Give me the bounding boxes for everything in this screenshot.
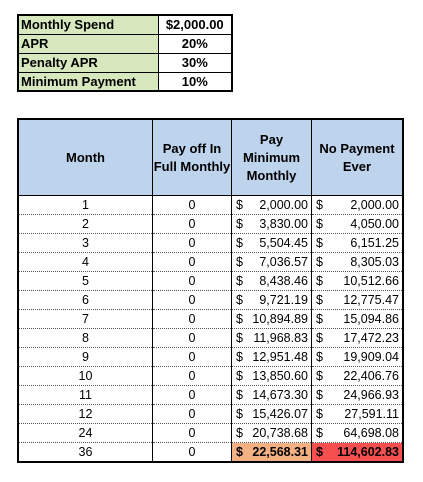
param-value: 30% xyxy=(158,53,232,72)
amount-value: 15,426.07 xyxy=(252,407,308,421)
parameters-table xyxy=(17,14,233,92)
currency-symbol: $ xyxy=(236,255,243,269)
param-row-monthly-spend xyxy=(18,15,232,34)
table-row xyxy=(18,348,403,367)
currency-symbol: $ xyxy=(236,407,243,421)
cell-pay-minimum xyxy=(232,367,312,386)
currency-symbol: $ xyxy=(316,407,323,421)
currency-symbol: $ xyxy=(316,255,323,269)
cell-pay-in-full: 0 xyxy=(153,291,232,310)
cell-month: 12 xyxy=(18,405,153,424)
header-month: Month xyxy=(18,119,153,196)
cell-pay-in-full: 0 xyxy=(153,443,232,463)
amount-value: 3,830.00 xyxy=(259,217,308,231)
cell-no-payment xyxy=(312,348,404,367)
amount-value: 24,966.93 xyxy=(343,388,399,402)
amount-value: 9,721.19 xyxy=(259,293,308,307)
cell-no-payment xyxy=(312,291,404,310)
table-row xyxy=(18,405,403,424)
currency-symbol: $ xyxy=(236,350,243,364)
currency-symbol: $ xyxy=(236,426,243,440)
table-row xyxy=(18,291,403,310)
cell-month: 10 xyxy=(18,367,153,386)
table-row xyxy=(18,215,403,234)
table-row xyxy=(18,310,403,329)
cell-no-payment xyxy=(312,424,404,443)
amount-value: 10,894.89 xyxy=(252,312,308,326)
cell-pay-in-full: 0 xyxy=(153,424,232,443)
currency-symbol: $ xyxy=(236,312,243,326)
amount-value: 27,591.11 xyxy=(344,407,399,421)
currency-symbol: $ xyxy=(316,274,323,288)
currency-symbol: $ xyxy=(316,369,323,383)
table-row xyxy=(18,234,403,253)
amount-value: 6,151.25 xyxy=(350,236,399,250)
cell-no-payment xyxy=(312,234,404,253)
cell-pay-minimum xyxy=(232,405,312,424)
cell-no-payment xyxy=(312,405,404,424)
param-label: Penalty APR xyxy=(18,53,158,72)
table-body xyxy=(18,196,403,463)
cell-pay-in-full: 0 xyxy=(153,329,232,348)
payment-comparison-table xyxy=(17,118,404,463)
param-label: Minimum Payment xyxy=(18,72,158,91)
cell-pay-in-full: 0 xyxy=(153,253,232,272)
cell-month: 6 xyxy=(18,291,153,310)
param-value: $2,000.00 xyxy=(158,15,232,34)
param-row-penalty-apr xyxy=(18,53,232,72)
cell-pay-minimum xyxy=(232,329,312,348)
currency-symbol: $ xyxy=(316,236,323,250)
currency-symbol: $ xyxy=(236,198,243,212)
cell-no-payment xyxy=(312,386,404,405)
cell-month: 11 xyxy=(18,386,153,405)
currency-symbol: $ xyxy=(236,293,243,307)
cell-pay-in-full: 0 xyxy=(153,310,232,329)
amount-value: 7,036.57 xyxy=(259,255,308,269)
amount-value: 20,738.68 xyxy=(252,426,308,440)
cell-pay-in-full: 0 xyxy=(153,234,232,253)
param-label: Monthly Spend xyxy=(18,15,158,34)
currency-symbol: $ xyxy=(316,350,323,364)
cell-pay-in-full: 0 xyxy=(153,215,232,234)
cell-pay-minimum xyxy=(232,234,312,253)
amount-value: 22,568.31 xyxy=(252,445,308,459)
header-pay-in-full: Pay off In Full Monthly xyxy=(153,119,232,196)
cell-pay-in-full: 0 xyxy=(153,367,232,386)
cell-pay-minimum xyxy=(232,310,312,329)
cell-pay-minimum xyxy=(232,272,312,291)
amount-value: 5,504.45 xyxy=(259,236,308,250)
currency-symbol: $ xyxy=(316,312,323,326)
cell-pay-in-full: 0 xyxy=(153,405,232,424)
header-pay-minimum: Pay Minimum Monthly xyxy=(232,119,312,196)
cell-month: 1 xyxy=(18,196,153,215)
cell-no-payment xyxy=(312,215,404,234)
header-no-payment: No Payment Ever xyxy=(312,119,404,196)
table-row xyxy=(18,253,403,272)
amount-value: 4,050.00 xyxy=(350,217,399,231)
amount-value: 11,968.83 xyxy=(253,331,308,345)
amount-value: 2,000.00 xyxy=(350,198,399,212)
amount-value: 13,850.60 xyxy=(252,369,308,383)
cell-month: 5 xyxy=(18,272,153,291)
amount-value: 15,094.86 xyxy=(343,312,399,326)
amount-value: 8,305.03 xyxy=(350,255,399,269)
table-row xyxy=(18,443,403,463)
currency-symbol: $ xyxy=(236,388,243,402)
cell-month: 36 xyxy=(18,443,153,463)
cell-no-payment xyxy=(312,310,404,329)
table-row xyxy=(18,367,403,386)
cell-pay-minimum xyxy=(232,386,312,405)
cell-no-payment xyxy=(312,329,404,348)
cell-pay-in-full: 0 xyxy=(153,196,232,215)
amount-value: 64,698.08 xyxy=(343,426,399,440)
amount-value: 14,673.30 xyxy=(252,388,308,402)
cell-month: 24 xyxy=(18,424,153,443)
amount-value: 12,775.47 xyxy=(343,293,399,307)
amount-value: 114,602.83 xyxy=(337,445,399,459)
currency-symbol: $ xyxy=(316,217,323,231)
cell-no-payment xyxy=(312,443,404,463)
cell-pay-in-full: 0 xyxy=(153,348,232,367)
param-row-apr xyxy=(18,34,232,53)
amount-value: 17,472.23 xyxy=(343,331,399,345)
currency-symbol: $ xyxy=(236,445,243,459)
amount-value: 12,951.48 xyxy=(252,350,308,364)
amount-value: 19,909.04 xyxy=(343,350,399,364)
amount-value: 8,438.46 xyxy=(259,274,308,288)
cell-month: 9 xyxy=(18,348,153,367)
table-row xyxy=(18,329,403,348)
currency-symbol: $ xyxy=(236,369,243,383)
table-row xyxy=(18,272,403,291)
cell-month: 3 xyxy=(18,234,153,253)
cell-month: 7 xyxy=(18,310,153,329)
currency-symbol: $ xyxy=(316,293,323,307)
param-label: APR xyxy=(18,34,158,53)
cell-pay-minimum xyxy=(232,348,312,367)
cell-month: 4 xyxy=(18,253,153,272)
currency-symbol: $ xyxy=(236,236,243,250)
cell-pay-minimum xyxy=(232,291,312,310)
cell-no-payment xyxy=(312,367,404,386)
currency-symbol: $ xyxy=(316,388,323,402)
cell-pay-minimum xyxy=(232,215,312,234)
currency-symbol: $ xyxy=(236,331,243,345)
table-row xyxy=(18,196,403,215)
cell-pay-minimum xyxy=(232,196,312,215)
cell-no-payment xyxy=(312,196,404,215)
cell-pay-in-full: 0 xyxy=(153,386,232,405)
param-row-minimum-payment xyxy=(18,72,232,91)
cell-no-payment xyxy=(312,253,404,272)
currency-symbol: $ xyxy=(236,217,243,231)
param-value: 20% xyxy=(158,34,232,53)
cell-pay-minimum xyxy=(232,443,312,463)
cell-pay-in-full: 0 xyxy=(153,272,232,291)
cell-pay-minimum xyxy=(232,253,312,272)
amount-value: 10,512.66 xyxy=(343,274,399,288)
cell-month: 8 xyxy=(18,329,153,348)
table-row xyxy=(18,424,403,443)
table-row xyxy=(18,386,403,405)
amount-value: 22,406.76 xyxy=(343,369,399,383)
currency-symbol: $ xyxy=(316,426,323,440)
currency-symbol: $ xyxy=(316,331,323,345)
param-value: 10% xyxy=(158,72,232,91)
cell-no-payment xyxy=(312,272,404,291)
cell-pay-minimum xyxy=(232,424,312,443)
currency-symbol: $ xyxy=(236,274,243,288)
currency-symbol: $ xyxy=(316,198,323,212)
cell-month: 2 xyxy=(18,215,153,234)
table-header-row xyxy=(18,119,403,196)
currency-symbol: $ xyxy=(316,445,323,459)
amount-value: 2,000.00 xyxy=(259,198,308,212)
